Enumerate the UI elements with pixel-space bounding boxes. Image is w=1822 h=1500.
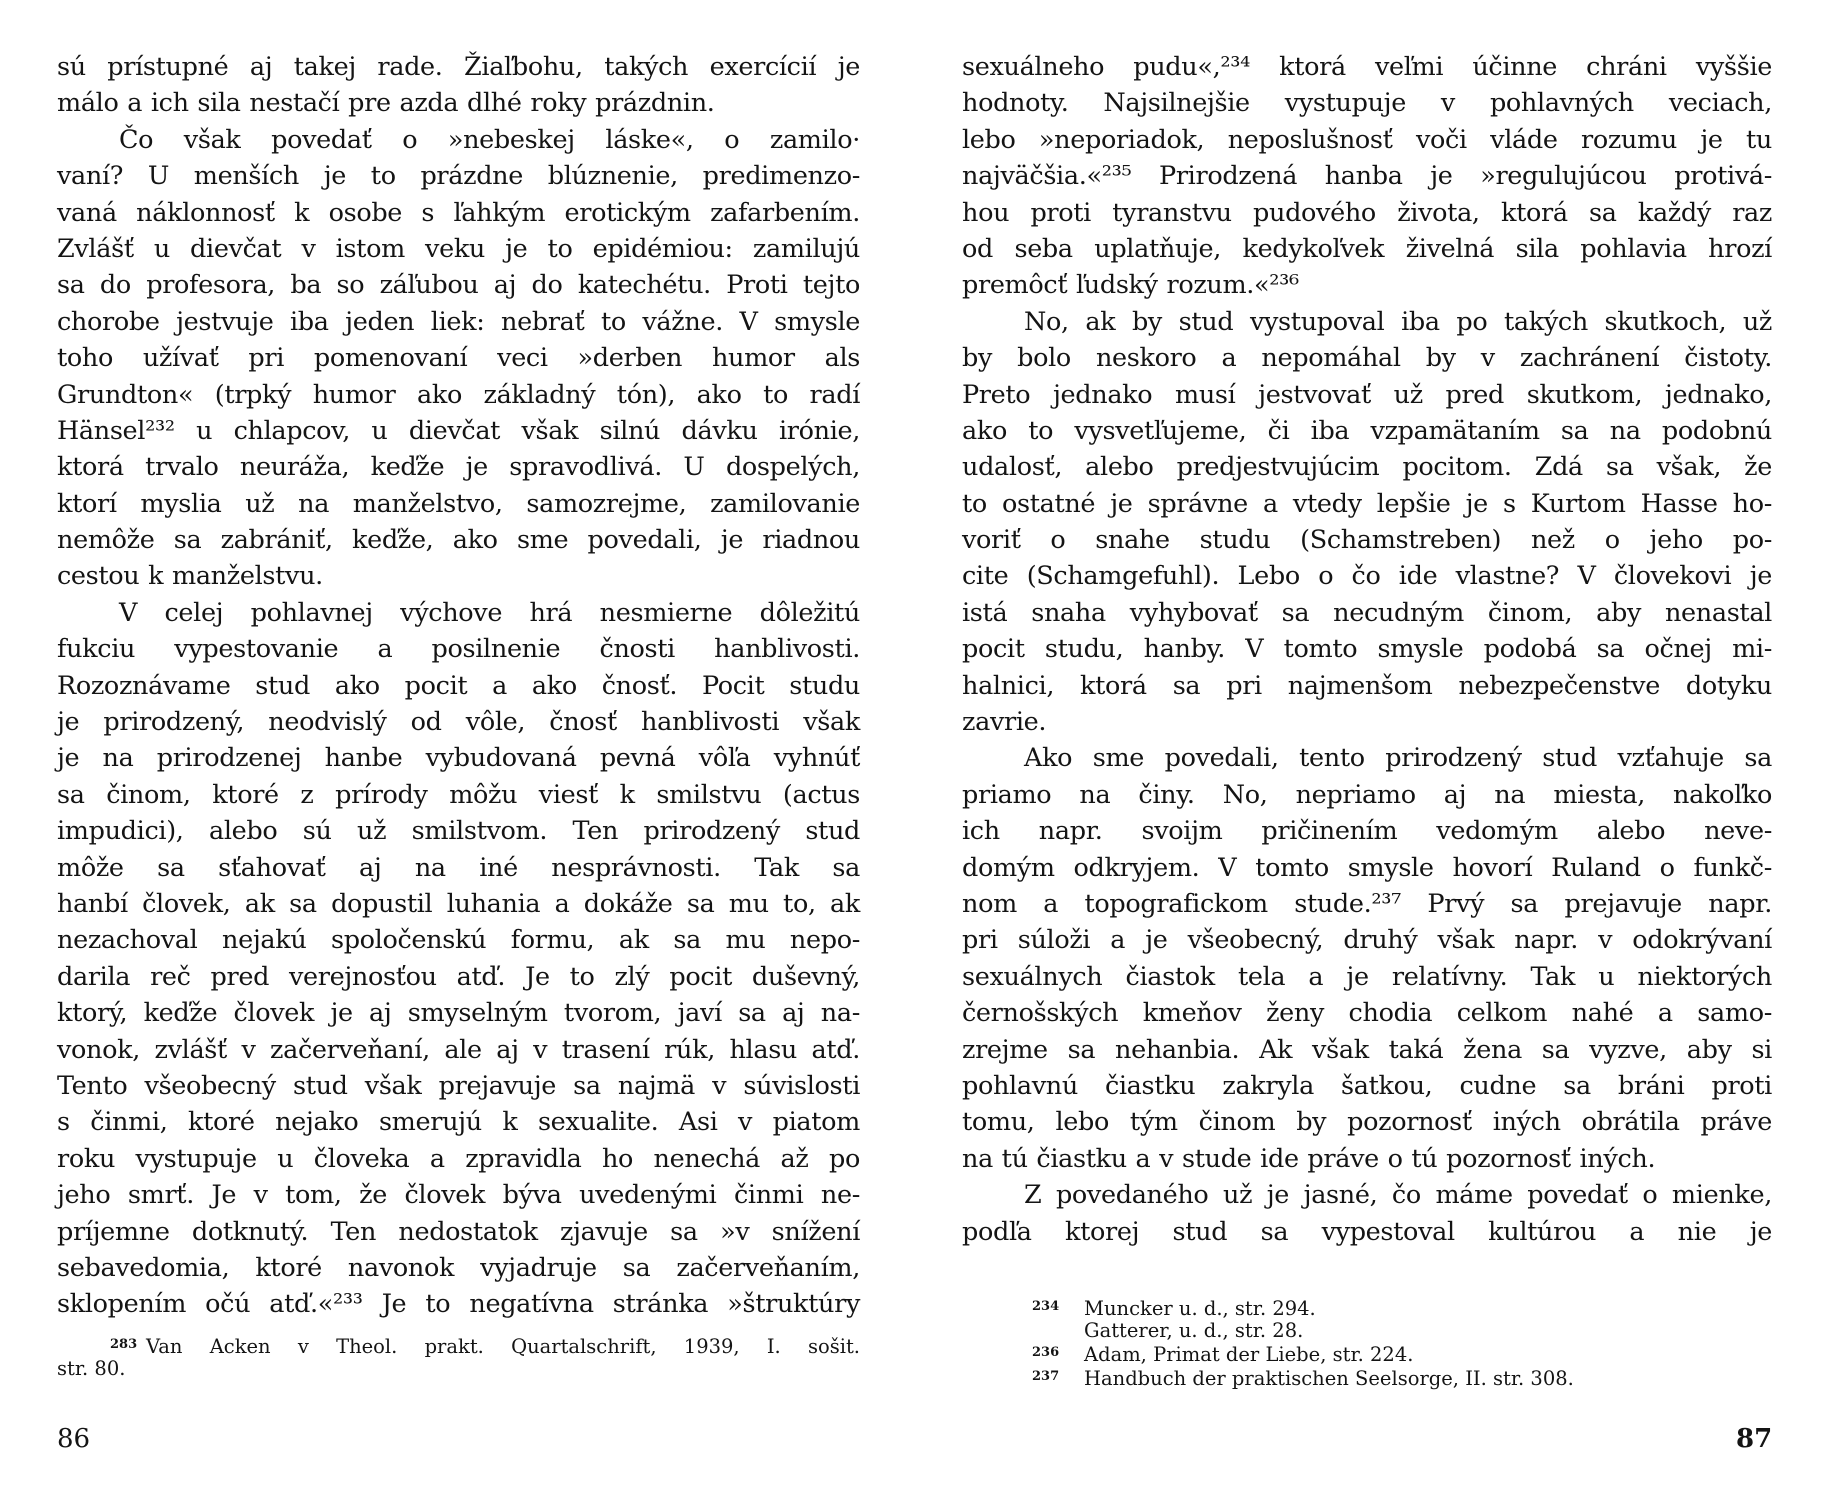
text-line: príjemne dotknutý. Ten nedostatok zjavuje sa »v snížení [57, 1216, 860, 1247]
text-line: darila reč pred verejnosťou atď. Je to zlý pocit duševný, [57, 961, 860, 992]
text-line: môže sa sťahovať aj na iné nesprávnosti. Tak sa [57, 852, 860, 883]
text-line: cite (Schamgefuhl). Lebo o čo ide vlastne? V človekovi je [962, 561, 1772, 592]
footnote-number: 236 [1032, 1345, 1060, 1360]
text-line: Tento všeobecný stud však prejavuje sa najmä v súvislosti [57, 1070, 860, 1101]
right-page-footnotes [1032, 1296, 1772, 1390]
page-number: 87 [1736, 1424, 1773, 1454]
text-line: pocit studu, hanby. V tomto smysle podobá sa očnej mi- [962, 634, 1772, 665]
footnote-text: Muncker u. d., str. 294. [1084, 1297, 1316, 1320]
text-line: hanbí človek, ak sa dopustil luhania a dokáže sa mu to, ak [57, 888, 860, 919]
text-line: istá snaha vyhybovať sa necudným činom, aby nenastal [962, 597, 1772, 628]
text-line: No, ak by stud vystupoval iba po takých skutkoch, už [1024, 306, 1772, 337]
text-line: lebo »neporiadok, neposlušnosť voči vláde rozumu je tu [962, 124, 1772, 155]
right-page-body [962, 49, 1772, 1250]
text-line: je na prirodzenej hanbe vybudovaná pevná vôľa vyhnúť [57, 743, 860, 774]
text-line: Preto jednako musí jestvovať už pred skutkom, jednako, [962, 379, 1772, 410]
text-line: ich napr. svoijm pričinením vedomým alebo neve- [962, 816, 1772, 847]
text-line: s činmi, ktoré nejako smerujú k sexualite. Asi v piatom [57, 1107, 860, 1138]
text-line: zavrie. [962, 707, 1047, 738]
footnote-235 [1032, 1320, 1772, 1342]
text-line: sklopením očú atď.«²³³ Je to negatívna stránka »štruktúry [57, 1289, 860, 1320]
footnote-text: Gatterer, u. d., str. 28. [1084, 1319, 1304, 1342]
text-line: ktorá trvalo neuráža, keďže je spravodlivá. U dospelých, [57, 452, 860, 483]
text-line: udalosť, alebo predjestvujúcim pocitom. Zdá sa však, že [962, 452, 1772, 483]
footnote-234 [1032, 1296, 1772, 1320]
text-line: je prirodzený, neodvislý od vôle, čnosť hanblivosti však [57, 707, 860, 738]
footnote-text: Adam, Primat der Liebe, str. 224. [1084, 1343, 1414, 1366]
text-line: nemôže sa zabrániť, keďže, ako sme povedali, je riadnou [57, 525, 860, 556]
footnote-number: 237 [1032, 1369, 1060, 1384]
text-line: tomu, lebo tým činom by pozornosť iných obrátila práve [962, 1107, 1772, 1138]
text-line: hou proti tyranstvu pudového života, ktorá sa každý raz [962, 197, 1772, 228]
text-line: Ako sme povedali, tento prirodzený stud vzťahuje sa [1024, 743, 1772, 774]
text-line: sebavedomia, ktoré navonok vyjadruje sa začerveňaním, [57, 1252, 860, 1283]
footnote-233 [57, 1334, 860, 1358]
text-line: najväčšia.«²³⁵ Prirodzená hanba je »regulujúcou protivá- [962, 161, 1772, 192]
text-line: zrejme sa nehanbia. Ak však taká žena sa vyzve, aby si [962, 1034, 1772, 1065]
text-line: halnici, ktorá sa pri najmenšom nebezpečenstve dotyku [962, 670, 1772, 701]
text-line: pri súloži a je všeobecný, druhý však napr. v odokrývaní [962, 925, 1772, 956]
text-line: vonok, zvlášť v začerveňaní, ale aj v trasení rúk, hlasu atď. [57, 1034, 860, 1065]
text-line: nom a topografickom stude.²³⁷ Prvý sa prejavuje napr. [962, 888, 1772, 919]
text-line: od seba uplatňuje, kedykoľvek živelná sila pohlavia hrozí [962, 233, 1772, 264]
text-line: hodnoty. Najsilnejšie vystupuje v pohlavných veciach, [962, 88, 1772, 119]
text-line: vaní? U menších je to prázdne blúznenie, predimenzo- [57, 161, 860, 192]
text-line: Zvlášť u dievčat v istom veku je to epidémiou: zamilujú [57, 233, 860, 264]
text-line: sa činom, ktoré z prírody môžu viesť k smilstvu (actus [57, 779, 860, 810]
text-line: Z povedaného už je jasné, čo máme povedať o mienke, [1024, 1180, 1772, 1211]
footnote-237 [1032, 1366, 1772, 1390]
text-line: domým odkryjem. V tomto smysle hovorí Ruland o funkč- [962, 852, 1772, 883]
text-line: sú prístupné aj takej rade. Žiaľbohu, takých exercícií je [57, 52, 860, 82]
text-line: to ostatné je správne a vtedy lepšie je s Kurtom Hasse ho- [962, 488, 1772, 519]
left-page-footnotes [57, 1334, 860, 1380]
text-line: roku vystupuje u človeka a zpravidla ho nenechá až po [57, 1143, 860, 1174]
left-page-body [57, 49, 860, 1323]
footnote-text: Handbuch der praktischen Seelsorge, II. str. 308. [1084, 1367, 1574, 1390]
text-line: Rozoznávame stud ako pocit a ako čnosť. Pocit studu [57, 670, 860, 701]
footnote-236 [1032, 1342, 1772, 1366]
text-line: na tú čiastku a v stude ide práve o tú pozornosť iných. [962, 1143, 1656, 1174]
text-line: sa do profesora, ba so záľubou aj do katechétu. Proti tejto [57, 270, 860, 301]
text-line: fukciu vypestovanie a posilnenie čnosti hanblivosti. [57, 634, 860, 665]
text-line: pohlavnú čiastku zakryla šatkou, cudne sa bráni proti [962, 1070, 1772, 1101]
footnote-number: 234 [1032, 1299, 1060, 1314]
text-line: podľa ktorej stud sa vypestoval kultúrou a nie je [962, 1216, 1772, 1247]
footnote-continuation: str. 80. [57, 1357, 126, 1380]
text-line: impudici), alebo sú už smilstvom. Ten prirodzený stud [57, 816, 860, 847]
text-line: toho užívať pri pomenovaní veci »derben humor als [57, 343, 860, 374]
text-line: nezachoval nejakú spoločenskú formu, ak sa mu nepo- [57, 925, 860, 956]
text-line: by bolo neskoro a nepomáhal by v zachránení čistoty. [962, 343, 1772, 374]
text-line: priamo na činy. No, nepriamo aj na miesta, nakoľko [962, 779, 1772, 810]
text-line: Hänsel²³² u chlapcov, u dievčat však silnú dávku irónie, [57, 415, 860, 446]
text-line: málo a ich sila nestačí pre azda dlhé roky prázdnin. [57, 88, 715, 119]
text-line: Čo však povedať o »nebeskej láske«, o zamilo· [119, 124, 860, 155]
text-line: sexuálnych čiastok tela a je relatívny. Tak u niektorých [962, 961, 1772, 992]
text-line: V celej pohlavnej výchove hrá nesmierne dôležitú [119, 597, 860, 628]
text-line: Grundton« (trpký humor ako základný tón), ako to radí [57, 379, 860, 410]
text-line: sexuálneho pudu«,²³⁴ ktorá veľmi účinne chráni vyššie [962, 52, 1772, 82]
text-line: černošských kmeňov ženy chodia celkom nahé a samo- [962, 998, 1772, 1029]
text-line: jeho smrť. Je v tom, že človek býva uvedenými činmi ne- [57, 1180, 860, 1211]
footnote-number: 283 [110, 1337, 138, 1352]
text-line: ktorí myslia už na manželstvo, samozrejme, zamilovanie [57, 488, 860, 519]
page-number: 86 [57, 1424, 91, 1454]
text-line: cestou k manželstvu. [57, 561, 323, 592]
text-line: vaná náklonnosť k osobe s ľahkým erotickým zafarbením. [57, 197, 860, 228]
text-line: ktorý, keďže človek je aj smyselným tvorom, javí sa aj na- [57, 998, 860, 1029]
right-page [911, 0, 1822, 1500]
text-line: ako to vysvetľujeme, či iba vzpamätaním sa na podobnú [962, 415, 1772, 446]
footnote-text: Van Acken v Theol. prakt. Quartalschrift, 1939, I. sošit. [146, 1335, 860, 1358]
text-line: chorobe jestvuje iba jeden liek: nebrať to vážne. V smysle [57, 306, 860, 337]
text-line: premôcť ľudský rozum.«²³⁶ [962, 270, 1299, 301]
text-line: voriť o snahe studu (Schamstreben) než o jeho po- [962, 525, 1772, 556]
